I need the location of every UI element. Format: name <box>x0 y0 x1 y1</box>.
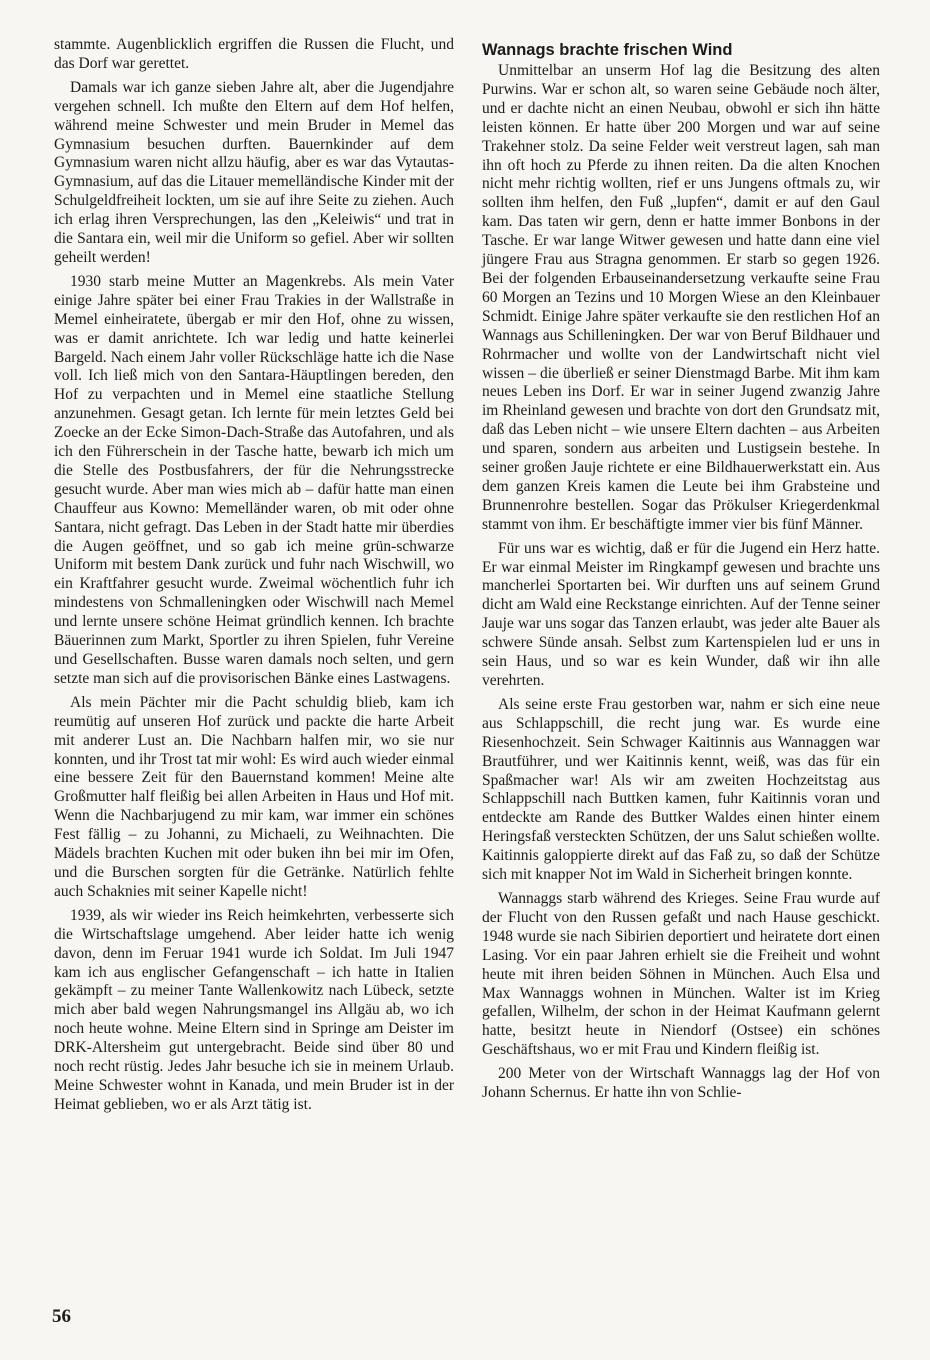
paragraph: stammte. Augenblicklich ergriffen die Russen die Flucht, und das Dorf war gerettet. <box>54 36 454 72</box>
paragraph: 200 Meter von der Wirtschaft Wannaggs lag der Hof von Johann Schernus. Er hatte ihn von Schlie- <box>482 1065 880 1102</box>
paragraph: Als seine erste Frau gestorben war, nahm er sich eine neue aus Schlappschill, die recht jung war. Es wurde eine Riesenhochzeit. Sein Schwager Kaitinnis aus Wannaggen war Brautführer, und wer Kaitinnis kennt, weiß, was das für ein Spaßmacher war! Als wir am zweiten Hochzeitstag aus Schlappschill nach Buttken kamen, fuhr Kaitinnis voran und entdeckte am Rande des Buttker Waldes einen hinter einem Heringsfaß versteckten Schützen, der uns Salut schießen wollte. Kaitinnis galoppierte direkt auf das Faß zu, so daß der Schütze sich mit knapper Not im Wald in Sicherheit bringen konnte. <box>482 695 880 884</box>
paragraph: Unmittelbar an unserm Hof lag die Besitzung des alten Purwins. War er schon alt, so waren seine Gebäude noch älter, und er dachte nicht an einen Neubau, obwohl er sich ihn hätte leisten können. Er hatte über 200 Morgen und war auf seine Trakehner stolz. Da seine Felder weit verstreut lagen, sah man ihn oft hoch zu Pferde zu ihnen reiten. Da die alten Knochen nicht mehr richtig wollten, rief er uns Jungens oftmals zu, wir sollten ihm helfen, den Fuß „lupfen“, damit er auf den Gaul kam. Das taten wir gern, denn er hatte immer Bonbons in der Tasche. Er war lange Witwer gewesen und hatte dann eine viel jüngere Frau aus Stragna genommen. Er starb so gegen 1926. Bei der folgenden Erbauseinandersetzung verkaufte seine Frau 60 Morgen an Tezins und 10 Morgen Wiese an den Kleinbauer Schmidt. Einige Jahre später verkaufte sie den restlichen Hof an Wannags aus Schilleningken. Der war von Beruf Bildhauer und Rohrmacher und wollte von der Landwirtschaft nicht viel wissen – die überließ er seiner Dienstmagd Barbe. Mit ihm kam neues Leben ins Dorf. Er war in seiner Jugend zwanzig Jahre im Rheinland gewesen und brachte von dort den Grundsatz mit, daß das Leben nicht – wie unsere Eltern dachten – aus Arbeiten und sparen, sondern aus arbeiten und Lustigsein bestehe. In seiner großen Jauje richtete er eine Bildhauerwerkstatt ein. Aus dem ganzen Kreis kamen die Leute bei ihm Grabsteine und Brunnenrohre bestellen. Sogar das Prökulser Kriegerdenkmal stammt von ihm. Er beschäftigte immer vier bis fünf Männer. <box>482 62 880 533</box>
paragraph: Damals war ich ganze sieben Jahre alt, aber die Jugendjahre vergehen schnell. Ich mußte den Eltern auf dem Hof helfen, während meine Schwester und mein Bruder in Memel das Gymnasium besuchen durften. Bauernkinder auf dem Gymnasium waren nicht allzu häufig, aber es war das Vytautas-Gymnasium, auf das die Litauer memelländische Kinder mit der Schulgeldfreiheit lockten, um sie auf ihre Seite zu ziehen. Auch ich erlag ihren Versprechungen, las den „Keleiwis“ und trat in die Santara ein, weil mir die Uniform so gefiel. Aber wir sollten geheilt werden! <box>54 78 454 266</box>
right-column <box>482 40 880 1108</box>
left-column <box>54 36 454 1120</box>
section-heading: Wannags brachte frischen Wind <box>482 41 733 59</box>
paragraph: Für uns war es wichtig, daß er für die Jugend ein Herz hatte. Er war einmal Meister im Ringkampf gewesen und brachte uns mancherlei Sportarten bei. Wir durften uns auf seinem Grund dicht am Wald eine Reckstange einrichten. Auf der Tenne seiner Jauje war uns sogar das Tanzen erlaubt, was jeder alte Bauer als schwere Sünde ansah. Selbst zum Kartenspielen lud er uns in sein Haus, und so war es kein Wunder, daß wir ihn alle verehrten. <box>482 539 880 689</box>
page-number: 56 <box>52 1306 71 1327</box>
paragraph: Als mein Pächter mir die Pacht schuldig blieb, kam ich reumütig auf unseren Hof zurück und packte die harte Arbeit mit anderer Lust an. Die Nachbarn halfen mir, wo sie nur konnten, und ihr Trost tat mir wohl: Es wird auch wieder einmal eine bessere Zeit für den Bauernstand kommen! Meine alte Großmutter half fleißig bei allen Arbeiten in Haus und Hof mit. Wenn die Nachbarjugend zu mir kam, war immer ein schönes Fest fällig – zu Johanni, zu Michaeli, zu Weihnachten. Die Mädels brachten Kuchen mit oder buken ihn bei mir im Ofen, und die Burschen sorgten für die Getränke. Natürlich fehlte auch Schaknies mit seiner Kapelle nicht! <box>54 693 454 900</box>
paragraph: Wannaggs starb während des Krieges. Seine Frau wurde auf der Flucht von den Russen gefaßt und nach Hause geschickt. 1948 wurde sie nach Sibirien deportiert und heiratete dort einen Lasing. Vor ein paar Jahren erhielt sie die Freiheit und wohnt heute mit ihren beiden Söhnen in München. Auch Elsa und Max Wannaggs wohnen in München. Walter ist im Krieg gefallen, Wilhelm, der schon in der Heimat Kaufmann gelernt hatte, besitzt heute in Niendorf (Ostsee) ein schönes Geschäftshaus, wo er mit Frau und Kindern fleißig ist. <box>482 889 880 1059</box>
paragraph: 1930 starb meine Mutter an Magenkrebs. Als mein Vater einige Jahre später bei einer Frau Trakies in der Wallstraße in Memel einheiratete, übergab er mir den Hof, ohne zu wissen, was er damit anrichtete. Ich war ledig und hatte keinerlei Bargeld. Nach einem Jahr voller Rückschläge hatte ich die Nase voll. Ich ließ mich von den Santara-Häuptlingen bereden, den Hof zu verpachten und in Memel eine staatliche Stellung anzunehmen. Gesagt getan. Ich lernte für mein letztes Geld bei Zoecke an der Ecke Simon-Dach-Straße das Autofahren, und als ich den Führerschein in der Tasche hatte, bewarb ich mich um die Stelle des Postbusfahrers, der für die Nehrungsstrecke gesucht wurde. Aber man wies mich ab – dafür hatte man einen Chauffeur aus Kowno: Memelländer waren, ob mit oder ohne Santara, nicht gefragt. Das Leben in der Stadt hatte mir überdies die Augen geöffnet, und so gab ich meine grün-schwarze Uniform mit bestem Dank zurück und fuhr nach Wischwill, wo ein Kraftfahrer gesucht wurde. Zweimal wöchentlich fuhr ich mindestens von Schmalleningken oder Wischwill nach Memel und lernte unsere schöne Heimat gründlich kennen. Ich brachte Bäuerinnen zum Markt, Sportler zu ihren Spielen, fuhr Vereine und Gesellschaften. Busse waren damals noch selten, und gern setzte man sich auf die provisorischen Bänke eines Lastwagens. <box>54 272 454 687</box>
paragraph: 1939, als wir wieder ins Reich heimkehrten, verbesserte sich die Wirtschaftslage umgehend. Aber leider hatte ich wenig davon, denn im Feruar 1941 wurde ich Soldat. Im Juli 1947 kam ich aus englischer Gefangenschaft – ich hatte in Italien gekämpft – zu meiner Tante Wallenkowitz nach Lübeck, setzte mich aber bald wegen Nahrungsmangel ins Allgäu ab, wo ich noch heute wohne. Meine Eltern sind in Springe am Deister im DRK-Altersheim gut untergebracht. Beide sind über 80 und noch recht rüstig. Jedes Jahr besuche ich sie in meinem Urlaub. Meine Schwester wohnt in Kanada, und mein Bruder ist in der Heimat geblieben, wo er als Arzt tätig ist. <box>54 906 454 1113</box>
